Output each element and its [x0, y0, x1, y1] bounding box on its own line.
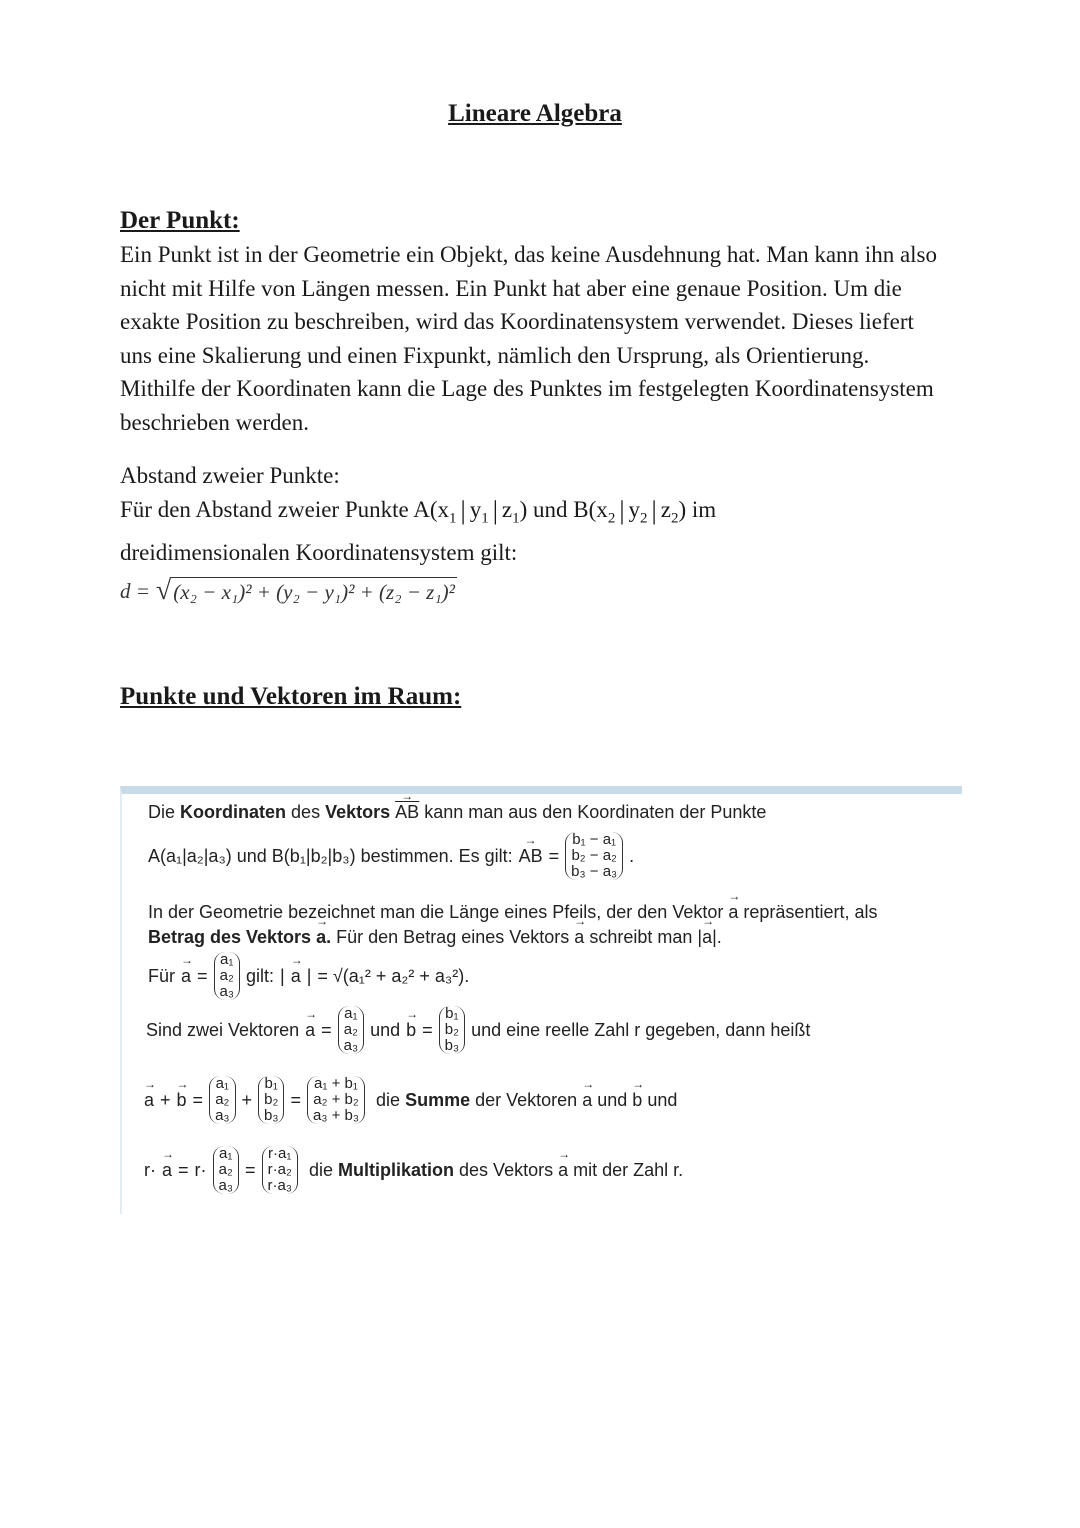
a-vector-2: a₁ a₂ a₃	[338, 1006, 364, 1054]
b-vector: b₁ b₂ b₃	[439, 1006, 465, 1054]
page-title: Lineare Algebra	[448, 100, 622, 127]
distance-formula: d = √ (x₂ − x₁)² + (y₂ − y₁)² + (z₂ − z₁)²	[120, 575, 455, 606]
box-line-mult: r· → a = r· a₁ a₂ a₃ = r·a₁ r·a₂ r·a₃ die Multiplikation des Vektors → a mit der Zahl r.	[144, 1146, 683, 1194]
textbook-excerpt	[120, 786, 962, 1214]
sum-vector: a₁ + b₁ a₂ + b₂ a₃ + b₃	[307, 1076, 365, 1124]
box-line-2: A(a₁|a₂|a₃) und B(b₁|b₂|b₃) bestimmen. Es gilt: → AB = b₁ − a₁ b₂ − a₂ b₃ − a₃ .	[148, 832, 634, 880]
sqrt-icon: √	[155, 575, 172, 606]
box-line-4: Betrag des Vektors → a. Für den Betrag eines Vektors → a schreibt man |→ a|.	[148, 927, 722, 948]
a-vector: a₁ a₂ a₃	[214, 952, 240, 1000]
box-line-betrag: Für → a = a₁ a₂ a₃ gilt: | → a | = √(a₁² + a₂² + a₃²).	[148, 952, 469, 1000]
section-heading-punkt: Der Punkt:	[120, 207, 240, 234]
box-line-summe: → a + → b = a₁ a₂ a₃ + b₁ b₂ b₃ = a₁ + b₁ a₂ + b₂ a₃ + b₃ die Summe der Vektoren → a und → b und	[144, 1076, 677, 1124]
paragraph-punkt: Ein Punkt ist in der Geometrie ein Objekt, das keine Ausdehnung hat. Man kann ihn also nicht mit Hilfe von Längen messen. Ein Punkt hat aber eine genaue Position. Um die exakte Position zu beschreiben, wird das Koordinatensystem verwendet. Dieses liefert uns eine Skalierung und einen Fixpunkt, nämlich den Ursprung, als Orientierung. Mithilfe der Koordinaten kann die Lage des Punktes im festgelegten Koordinatensystem beschrieben werden.	[120, 242, 937, 435]
mult-vector: r·a₁ r·a₂ r·a₃	[262, 1146, 298, 1194]
box-line-3: In der Geometrie bezeichnet man die Länge eines Pfeils, der den Vektor → a repräsentiert, als	[148, 902, 877, 923]
a-vector-4: a₁ a₂ a₃	[213, 1146, 239, 1194]
section-heading-vektoren: Punkte und Vektoren im Raum:	[120, 683, 462, 710]
b-vector-2: b₁ b₂ b₃	[258, 1076, 284, 1124]
ab-vector: b₁ − a₁ b₂ − a₂ b₃ − a₃	[565, 832, 623, 880]
box-line-1: Die Koordinaten des Vektors → $\overline{AB}$ kann man aus den Koordinaten der Punkte	[148, 802, 766, 823]
distance-heading: Abstand zweier Punkte:	[120, 463, 340, 488]
box-line-sind: Sind zwei Vektoren → a = a₁ a₂ a₃ und → b = b₁ b₂ b₃ und eine reelle Zahl r gegeben, dann heißt	[146, 1006, 810, 1054]
distance-text: Für den Abstand zweier Punkte $A(x_1$ | $y_1$ | $z_1$) und $B(x_2$ | $y_2$ | $z_2$) im dreidimensionalen Koordinatensystem gilt:	[120, 496, 717, 566]
a-vector-3: a₁ a₂ a₃	[209, 1076, 235, 1124]
